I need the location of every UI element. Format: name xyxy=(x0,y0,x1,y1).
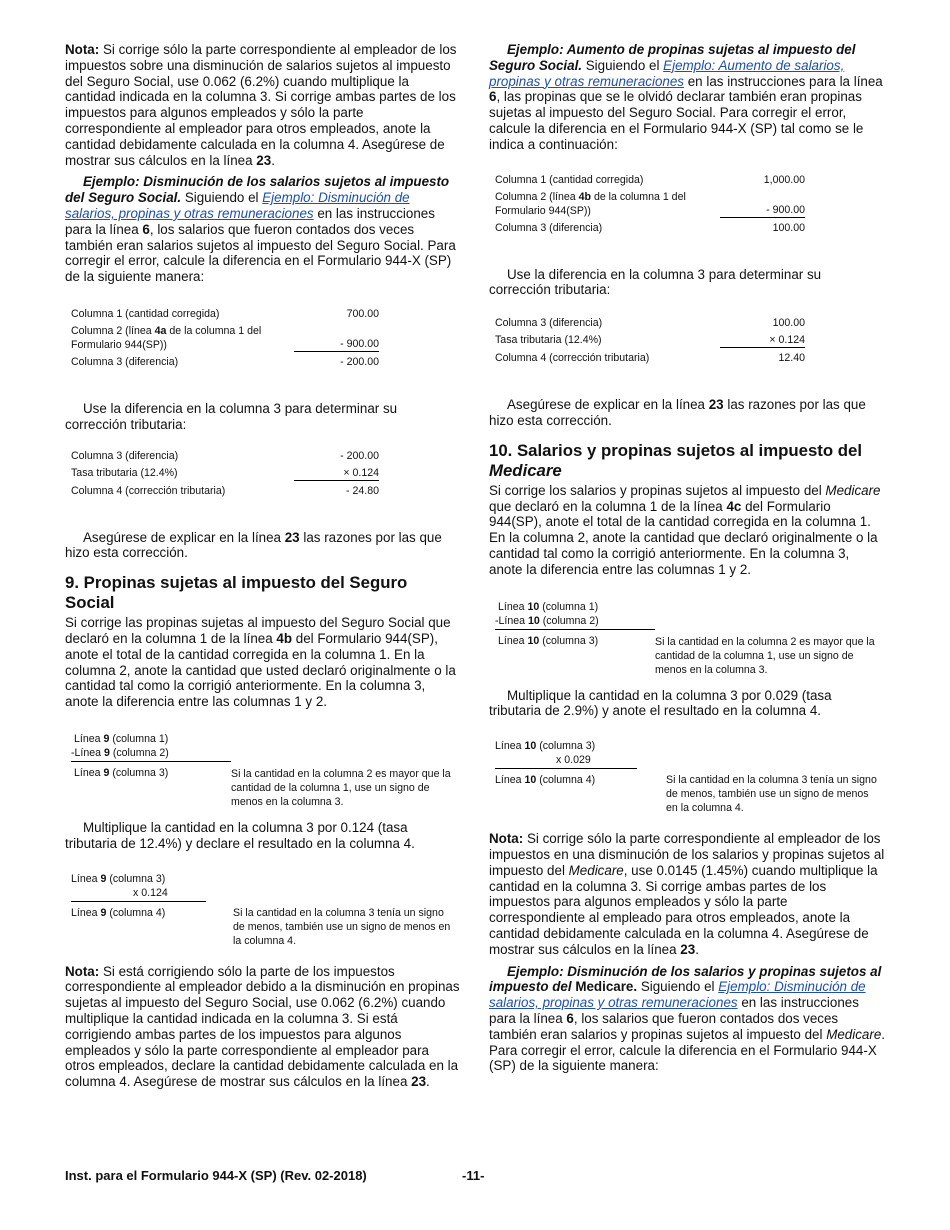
section-9-body: Si corrige las propinas sujetas al impuesto del Seguro Social que declaró en la columna 1 de la línea 4b del Formulario 944(SP), anote el total de la cantidad corregida en la columna 1. En la columna 2, anote la cantidad que usted declaró originalmente o la cantidad tal como la corrigió anteriormente. En la columna 3, anote la diferencia entre las columnas 1 y 2. xyxy=(65,615,456,710)
example-medicare-decrease: Ejemplo: Disminución de los salarios y propinas sujetos al impuesto del Medicare. Siguiendo el Ejemplo: Disminución de salarios, propinas y otras remuneraciones en las instrucciones para la línea 6, los salarios que fueron contados dos veces también eran salarios y propinas sujetos al impuesto del Medicare. Para corregir el error, calcule la diferencia en el Formulario 944-X (SP) de la siguiente manera: xyxy=(489,963,885,1074)
calc-table-increase: Columna 1 (cantidad corregida) 1,000.00 Columna 2 (línea 4b de la columna 1 del Formulario 944(SP)) - 900.00 Columna 3 (diferencia) 100.00 xyxy=(495,173,805,234)
line-9-note: Si la cantidad en la columna 2 es mayor que la cantidad de la columna 1, use un signo de menos en la columna 3. xyxy=(231,767,451,808)
line-10-note: Si la cantidad en la columna 2 es mayor que la cantidad de la columna 1, use un signo de menos en la columna 3. xyxy=(655,635,875,676)
explain-line-23: Asegúrese de explicar en la línea 23 las razones por las que hizo esta corrección. xyxy=(65,529,442,561)
explain-line-23-right: Asegúrese de explicar en la línea 23 las razones por las que hizo esta corrección. xyxy=(489,397,866,428)
use-difference-text-right: Use la diferencia en la columna 3 para determinar su corrección tributaria: xyxy=(489,266,822,298)
example-medicare-link[interactable]: Ejemplo: Disminución de salarios, propinas y otras remuneraciones xyxy=(489,979,866,1011)
use-difference-text: Use la diferencia en la columna 3 para determinar su corrección tributaria: xyxy=(65,400,398,432)
note-tips-decrease: Nota: Si está corrigiendo sólo la parte de los impuestos correspondiente al empleador debido a la disminución en propinas sujetas al impuesto del Seguro Social, use 0.062 (6.2%) cuando multiplique la cantidad indicada en la columna 3. Si está corrigiendo ambas partes de los impuestos para algunos empleados y sólo la parte correspondiente al empleador para otros empleados, declare la cantidad debidamente calculada en la columna 4. Asegúrese de mostrar sus cálculos en la línea 23. xyxy=(65,963,460,1090)
line-9-tax-table: Línea 9 (columna 3) x 0.124 Línea 9 (columna 4) Si la cantidad en la columna 3 tenía un signo de menos, también use un signo de menos en la columna 4. xyxy=(71,872,461,920)
line-10-tax-table: Línea 10 (columna 3) x 0.029 Línea 10 (columna 4) Si la cantidad en la columna 3 tenía un signo de menos, también use un signo de menos en la columna 4. xyxy=(495,739,885,787)
example-increase-link[interactable]: Ejemplo: Aumento de salarios, propinas y otras remuneraciones xyxy=(489,57,845,89)
section-10-body: Si corrige los salarios y propinas sujetos al impuesto del Medicare que declaró en la columna 1 de la línea 4c del Formulario 944(SP), anote el total de la cantidad corregida en la columna 1. En la columna 2, anote la cantidad que declaró originalmente o la cantidad tal como la corrigió anteriormente. En la columna 3, anote la diferencia entre las columnas 1 y 2. xyxy=(489,482,881,577)
multiply-text-9: Multiplique la cantidad en la columna 3 por 0.124 (tasa tributaria de 12.4%) y declare el resultado en la columna 4. xyxy=(65,819,415,851)
footer-title: Inst. para el Formulario 944-X (SP) (Rev. 02-2018) xyxy=(65,1168,367,1183)
multiply-text-10: Multiplique la cantidad en la columna 3 por 0.029 (tasa tributaria de 2.9%) y anote el resultado en la columna 4. xyxy=(489,687,832,719)
right-column xyxy=(489,42,885,1074)
note-medicare-decrease: Nota: Si corrige sólo la parte correspondiente al empleador de los impuestos en una disminución de los salarios y propinas sujetos al impuesto del Medicare, use 0.0145 (1.45%) cuando multiplique la cantidad en la columna 3. Si corrige ambas partes de los impuestos para algunos empleados y sólo la parte correspondiente al empleado para otros empleados, anote la cantidad debidamente calculada en la columna 4. Asegúrese de mostrar sus cálculos en la línea 23. xyxy=(489,831,885,957)
page-number: -11- xyxy=(462,1168,485,1183)
tax-correction-table-increase: Columna 3 (diferencia) 100.00 Tasa tributaria (12.4%) × 0.124 Columna 4 (corrección tributaria) 12.40 xyxy=(495,317,805,365)
section-9-heading: 9. Propinas sujetas al impuesto del Seguro Social xyxy=(65,573,408,613)
left-column xyxy=(65,42,461,1090)
tax-correction-table-decrease: Columna 3 (diferencia) - 200.00 Tasa tributaria (12.4%) × 0.124 Columna 4 (corrección tributaria) - 24.80 xyxy=(71,449,379,497)
line-9-difference-table: Línea 9 (columna 1) -Línea 9 (columna 2) Línea 9 (columna 3) Si la cantidad en la columna 2 es mayor que la cantidad de la columna 1, use un signo de menos en la columna 3. xyxy=(71,732,461,780)
example-tips-increase: Ejemplo: Aumento de propinas sujetas al impuesto del Seguro Social. Siguiendo el Ejemplo: Aumento de salarios, propinas y otras remuneraciones en las instrucciones para la línea 6, las propinas que se le olvidó declarar también eran propinas sujetas al impuesto del Seguro Social. Para corregir el error, calcule la diferencia en el Formulario 944-X (SP) tal como se le indica a continuación: xyxy=(489,42,883,152)
example-wage-decrease: Ejemplo: Disminución de los salarios sujetos al impuesto del Seguro Social. Siguiendo el Ejemplo: Disminución de salarios, propinas y otras remuneraciones en las instrucciones para la línea 6, los salarios que fueron contados dos veces también eran salarios sujetos al impuesto del Seguro Social. Para corregir el error, calcule la diferencia en el Formulario 944-X (SP) de la siguiente manera: xyxy=(65,174,456,285)
note-employer-share: Nota: Si corrige sólo la parte correspondiente al empleador de los impuestos sobre una disminución de salarios sujetos al impuesto del Seguro Social, use 0.062 (6.2%) cuando multiplique la cantidad indicada en la columna 3. Si corrige ambas partes de los impuestos para algunos empleados y sólo la parte correspondiente al empleador para otros empleados, anote la cantidad debidamente calculada en la columna 4. Asegúrese de mostrar sus cálculos en la línea 23. xyxy=(65,42,457,168)
line-9-tax-note: Si la cantidad en la columna 3 tenía un signo de menos, también use un signo de menos en la columna 4. xyxy=(233,906,451,947)
line-10-tax-note: Si la cantidad en la columna 3 tenía un signo de menos, también use un signo de menos en la columna 4. xyxy=(666,774,877,815)
calc-table-decrease: Columna 1 (cantidad corregida) 700.00 Columna 2 (línea 4a de la columna 1 del Formulario 944(SP)) - 900.00 Columna 3 (diferencia) - 200.00 xyxy=(71,307,379,368)
section-10-heading: 10. Salarios y propinas sujetos al impuesto del Medicare xyxy=(489,440,863,480)
example-decrease-link[interactable]: Ejemplo: Disminución de salarios, propinas y otras remuneraciones xyxy=(65,190,410,221)
line-10-difference-table: Línea 10 (columna 1) -Línea 10 (columna 2) Línea 10 (columna 3) Si la cantidad en la columna 2 es mayor que la cantidad de la columna 1, use un signo de menos en la columna 3. xyxy=(495,600,885,648)
